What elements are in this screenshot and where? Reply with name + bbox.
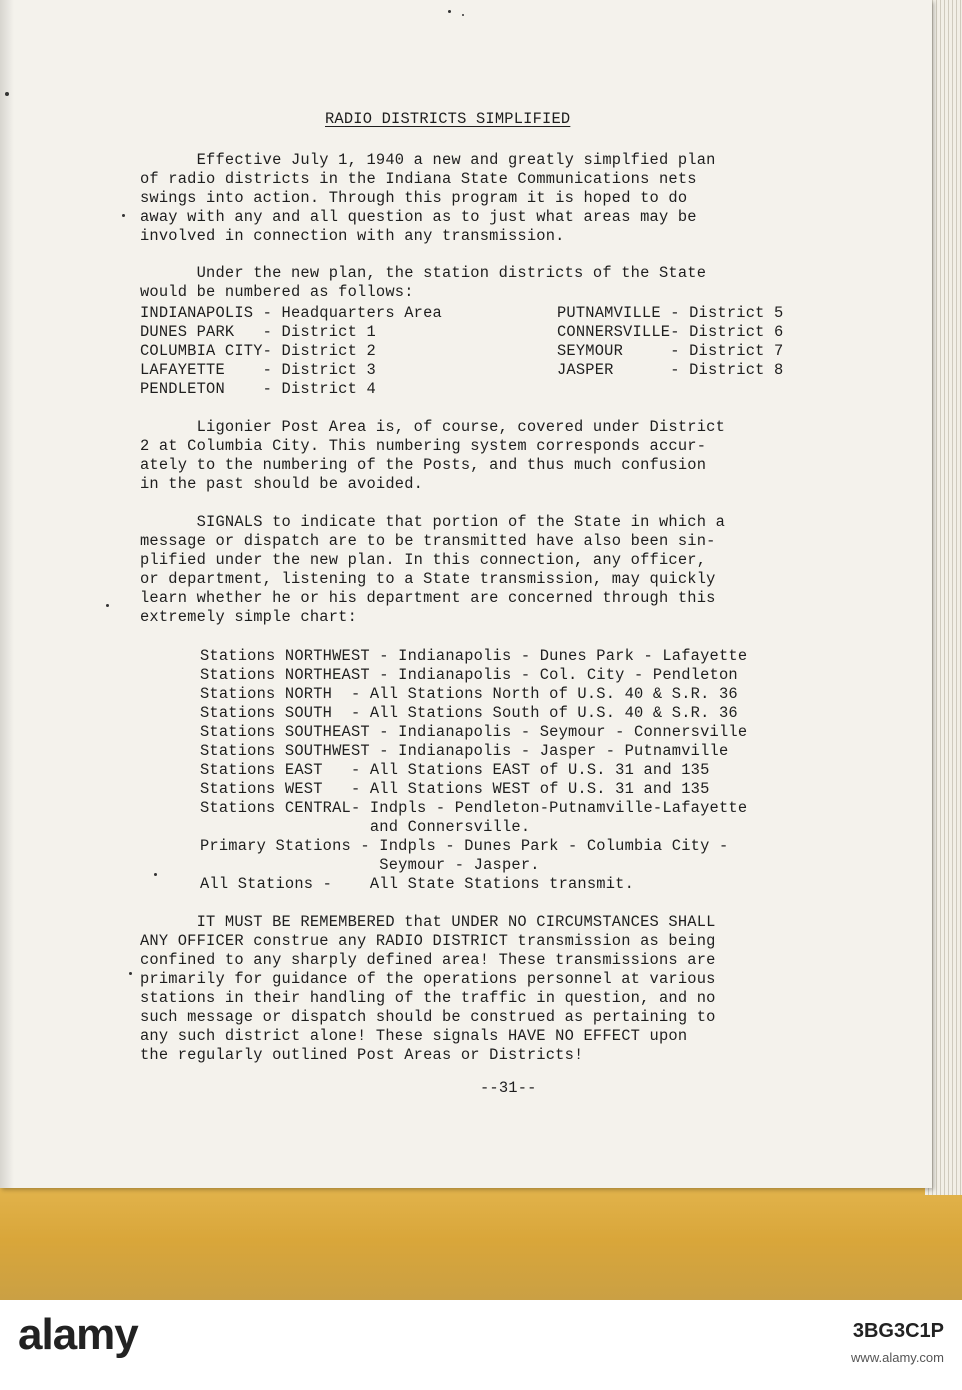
plan-intro-paragraph: Under the new plan, the station districts of the State would be numbered as follows: xyxy=(140,264,707,301)
paper-speck xyxy=(106,604,109,607)
binding-shadow xyxy=(0,0,14,1188)
watermark-logo: alamy xyxy=(18,1310,138,1359)
districts-list-left: INDIANAPOLIS - Headquarters Area DUNES PARK - District 1 COLUMBIA CITY- District 2 LAFAYETTE - District 3 PENDLETON - District 4 xyxy=(140,304,442,398)
paper-speck xyxy=(5,92,9,96)
page-number: --31-- xyxy=(480,1079,537,1097)
signals-intro-paragraph: SIGNALS to indicate that portion of the State in which a message or dispatch are to be transmitted have also been sin- plified under the new plan. In this connection, any officer, or department, listening to a State transmission, may quickly learn whether he or his department are concerned through this extremely simple chart: xyxy=(140,513,726,626)
watermark-image-id: 3BG3C1P xyxy=(852,1320,944,1342)
document-title: RADIO DISTRICTS SIMPLIFIED xyxy=(325,110,571,128)
paper-speck xyxy=(462,14,464,16)
closing-paragraph: IT MUST BE REMEMBERED that UNDER NO CIRCUMSTANCES SHALL ANY OFFICER construe any RADIO DISTRICT transmission as being confined to any sharply defined area! These transmissions are primarily for guidance of the operations personnel at various stations in their handling of the traffic in question, and no such message or dispatch should be construed as pertaining to any such district alone! These signals HAVE NO EFFECT upon the regularly outlined Post Areas or Districts! xyxy=(140,913,716,1064)
paper-speck xyxy=(129,972,132,975)
folder-cover xyxy=(0,1180,962,1300)
watermark-bar xyxy=(0,1300,962,1390)
paper-speck xyxy=(122,214,125,217)
intro-paragraph: Effective July 1, 1940 a new and greatly simplfied plan of radio districts in the Indiana State Communications nets swings into action. Through this program it is hoped to do away with any and all question as to just what areas may be involved in connection with any transmission. xyxy=(140,151,716,245)
signals-chart: Stations NORTHWEST - Indianapolis - Dunes Park - Lafayette Stations NORTHEAST - Indianapolis - Col. City - Pendleton Stations NORTH - All Stations North of U.S. 40 & S.R. 36 Stations SOUTH - All Stations South of U.S. 40 & S.R. 36 Stations SOUTHEAST - Indianapolis - Seymour - Connersville Stations SOUTHWEST - Indianapolis - Jasper - Putnamville Stations EAST - All Stations EAST of U.S. 31 and 135 Stations WEST - All Stations WEST of U.S. 31 and 135 Stations CENTRAL- Indpls - Pendleton-Putnamville-Lafayette and Connersville. Primary Stations - Indpls - Dunes Park - Columbia City - Seymour - Jasper. All Stations - All State Stations transmit. xyxy=(200,647,748,893)
districts-list-right: PUTNAMVILLE - District 5 CONNERSVILLE- District 6 SEYMOUR - District 7 JASPER - District 8 xyxy=(557,304,784,379)
watermark-url: www.alamy.com xyxy=(851,1350,944,1365)
paper-speck xyxy=(154,873,157,876)
paper-speck xyxy=(448,10,451,13)
ligonier-paragraph: Ligonier Post Area is, of course, covered under District 2 at Columbia City. This numbering system corresponds accur- ately to the numbering of the Posts, and thus much confusion in the past should be avoided. xyxy=(140,418,726,493)
